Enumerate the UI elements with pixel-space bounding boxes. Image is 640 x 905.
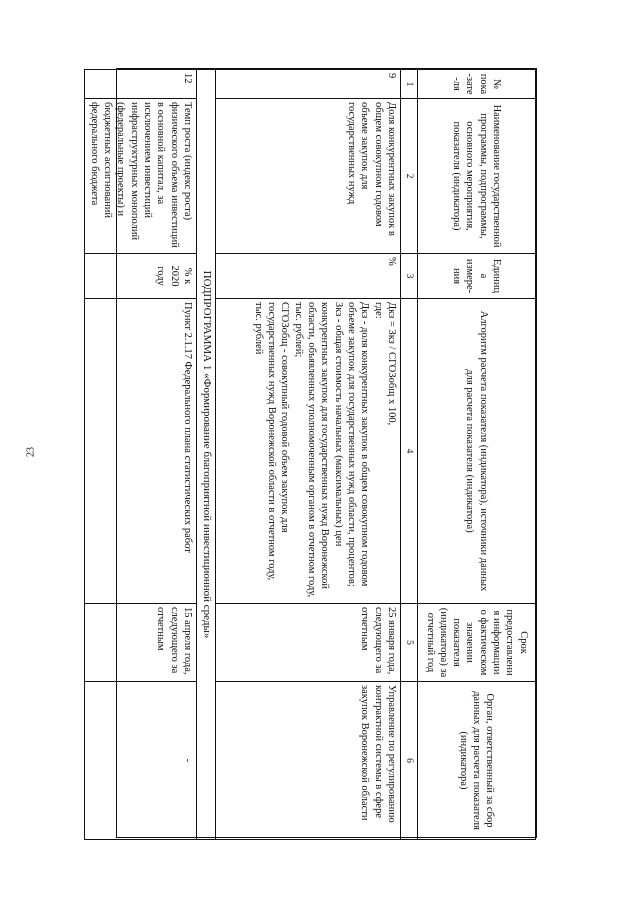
header-cell-algorithm: Алгоритм расчета показателя (индикатора), источники данных для расчета показателя (индикатора): [418, 299, 536, 604]
column-number: 5: [400, 604, 417, 682]
indicator-organ: Управление по регулированию контрактной системы в сфере закупок Воронежской области: [215, 682, 400, 840]
indicator-organ: -: [85, 682, 197, 840]
indicator-number: 12: [85, 70, 197, 99]
header-cell-number: № пока-зате-ля: [418, 70, 536, 99]
indicator-algorithm: [85, 299, 197, 604]
column-number: 3: [400, 254, 417, 299]
column-number-row: [400, 70, 417, 840]
indicator-algorithm: [215, 299, 400, 604]
header-cell-deadline: Срок предоставления информации о фактическом значении показателя (индикатора) за отчетный год: [418, 604, 536, 682]
header-cell-name: Наименование государственной программы, подпрограммы, основного мероприятия, показателя (индикатора): [418, 99, 536, 254]
algorithm-line: где:: [372, 302, 384, 319]
algorithm-line: Дкз = Зкз / СГОЗобщ х 100,: [385, 302, 397, 426]
table-row: [215, 70, 400, 840]
indicator-unit: %: [215, 254, 400, 299]
subprogram-heading: ПОДПРОГРАММА 1 «Формирование благоприятной инвестиционной среды»: [196, 70, 215, 840]
column-number: 6: [400, 682, 417, 840]
indicator-name: Темп роста (индекс роста) физического объема инвестиций в основной капитал, за исключением инвестиций инфраструктурных монополий (федеральные проекты) и бюджетных ассигнований федерального бюджета: [85, 99, 197, 254]
column-number: 4: [400, 299, 417, 604]
indicator-table: [84, 69, 536, 840]
algorithm-line: Пункт 2.1.17 Федерального плана статистических работ: [181, 302, 193, 553]
column-number: 1: [400, 70, 417, 99]
algorithm-line: Зкз - общая стоимость начальных (максимальных) цен конкурентных закупок для государственных нужд Воронежской области, объявленных уполномоченным органом в отчетном году, тыс. рублей;: [292, 302, 344, 598]
header-cell-unit: Единица измере-ния: [418, 254, 536, 299]
header-row: [418, 70, 536, 840]
algorithm-line: Дкз - доля конкурентных закупок в общем совокупном годовом объеме закупок для государственных нужд области, процентов;: [345, 302, 371, 587]
subprogram-row: [196, 70, 215, 840]
indicator-name: Доля конкурентных закупок в общем совокупном годовом объеме закупок для государственных нужд: [215, 99, 400, 254]
header-cell-organ: Орган, ответственный за сбор данных для расчета показателя (индикатора): [418, 682, 536, 840]
indicator-deadline: 15 апреля года, следующего за отчетным: [85, 604, 197, 682]
page-number: 23: [25, 447, 37, 457]
column-number: 2: [400, 99, 417, 254]
indicator-deadline: 25 января года, следующего за отчетным: [215, 604, 400, 682]
table-row: [85, 70, 197, 840]
indicator-number: 9: [215, 70, 400, 99]
indicator-table-page: [88, 68, 537, 838]
algorithm-line: СГОЗобщ - совокупный годовой объем закупок для государственных нужд Воронежской области в отчетном году, тыс. рублей: [252, 302, 291, 581]
indicator-unit: % к 2020 году: [85, 254, 197, 299]
